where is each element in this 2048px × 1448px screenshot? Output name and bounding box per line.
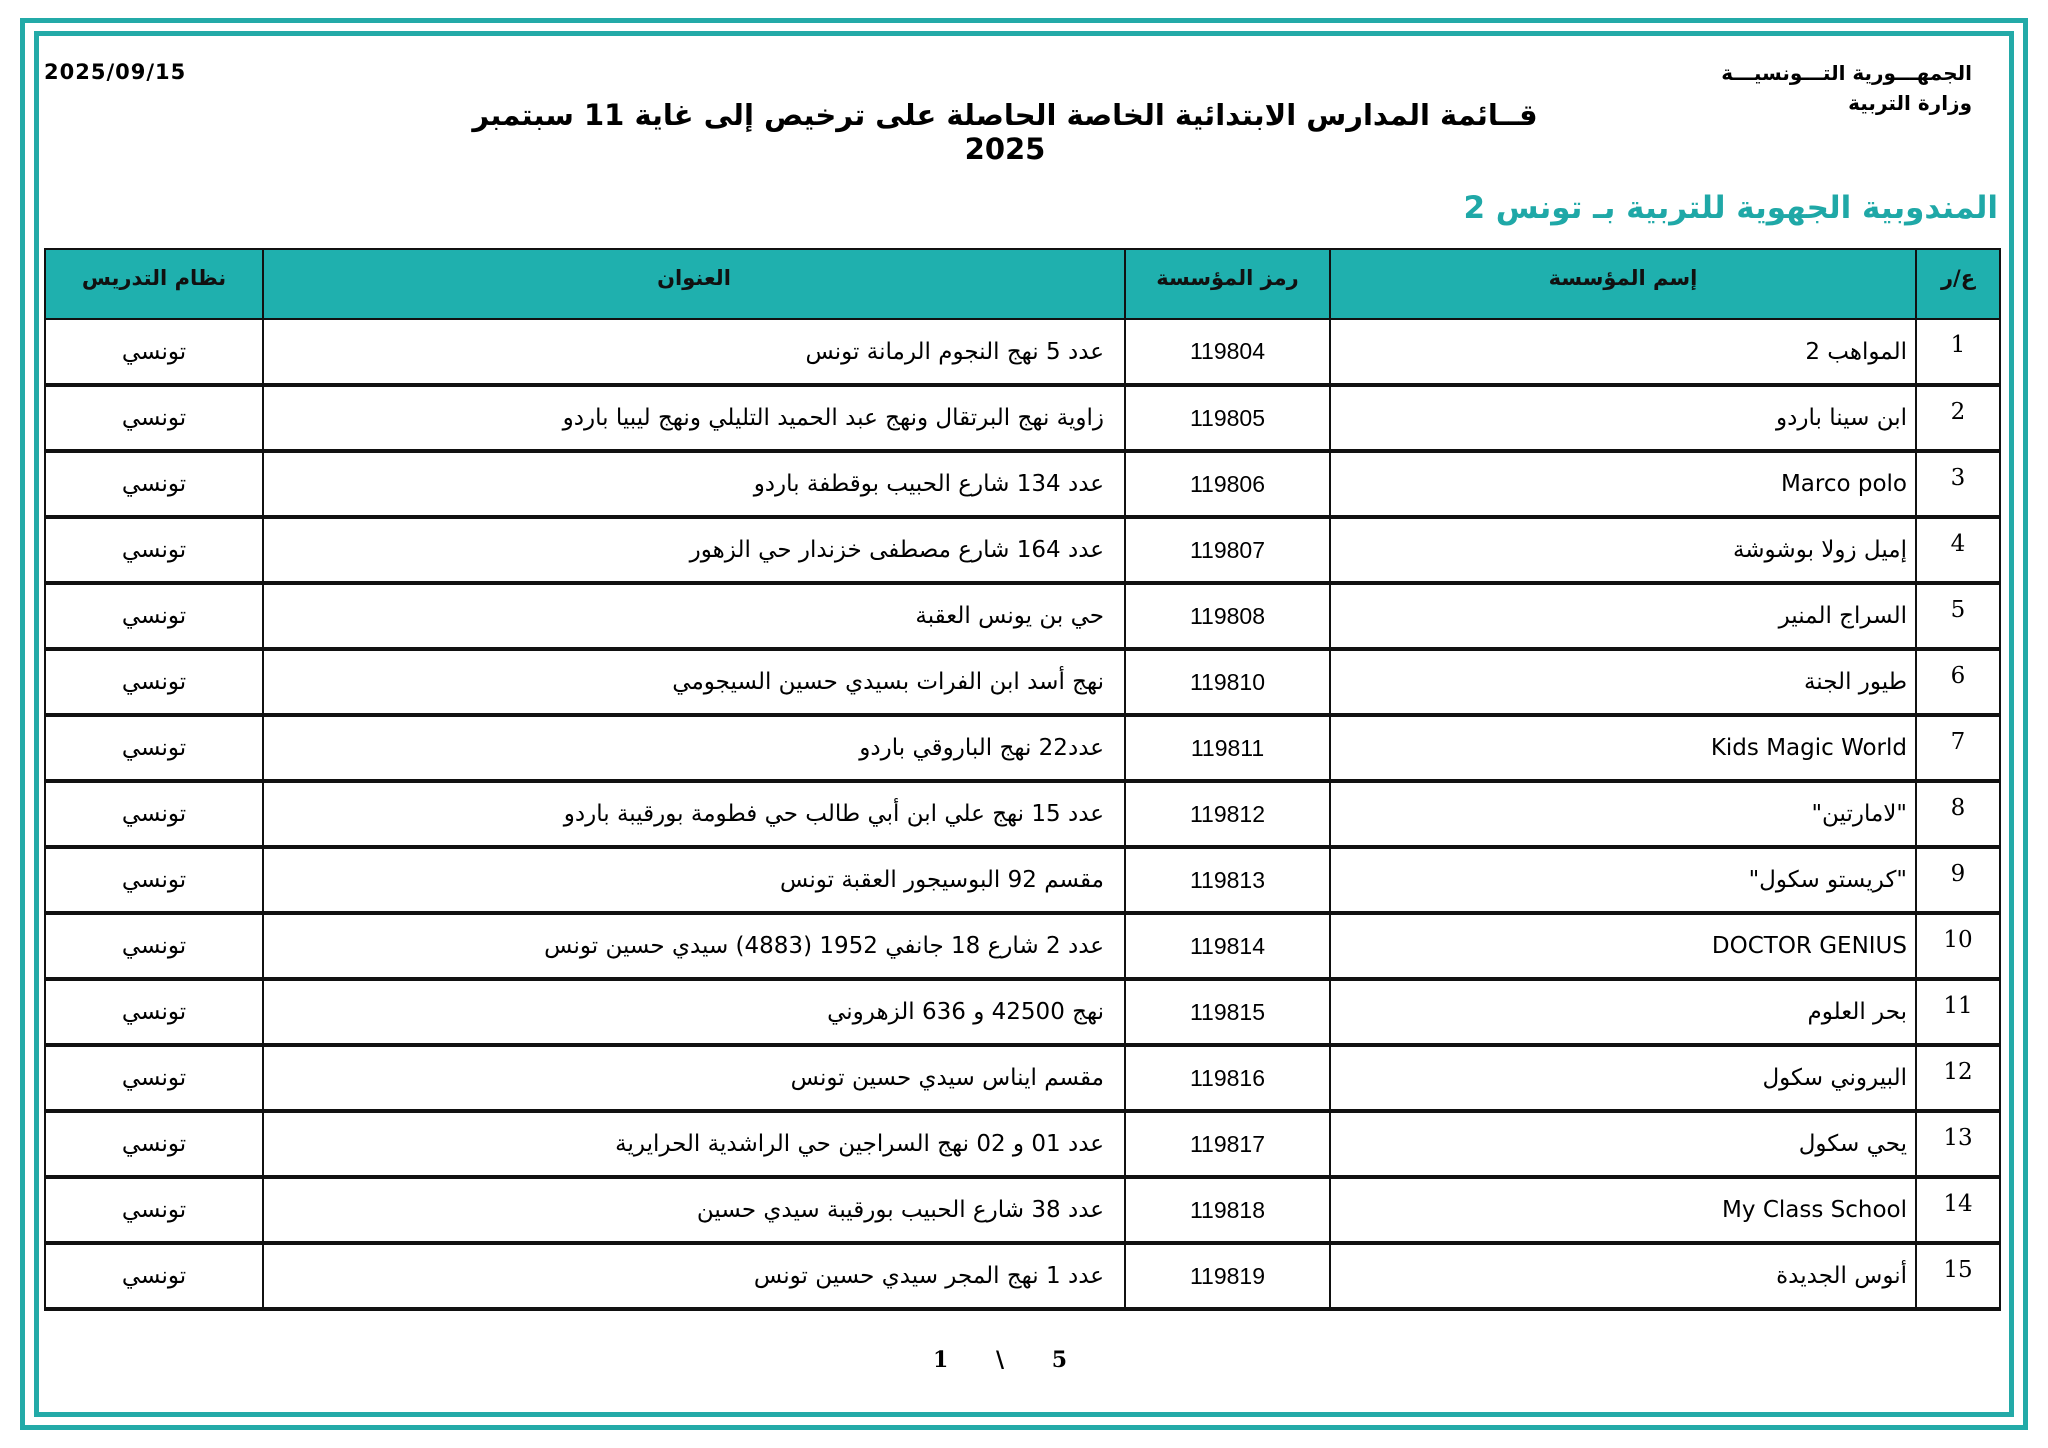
cell-num: 2: [1916, 385, 2000, 451]
cell-school-code: 119814: [1125, 913, 1330, 979]
table-row: [45, 913, 2000, 979]
table-row: [45, 319, 2000, 385]
cell-num: 6: [1916, 649, 2000, 715]
cell-address: عدد 164 شارع مصطفى خزندار حي الزهور: [263, 517, 1125, 583]
ministry-name: وزارة التربية: [1848, 91, 1972, 115]
cell-school-code: 119815: [1125, 979, 1330, 1045]
table-body: [45, 319, 2000, 1309]
cell-school-name: DOCTOR GENIUS: [1330, 913, 1916, 979]
table-row: [45, 1045, 2000, 1111]
cell-school-code: 119808: [1125, 583, 1330, 649]
cell-school-name: أنوس الجديدة: [1330, 1243, 1916, 1309]
cell-address: نهج 42500 و 636 الزهروني: [263, 979, 1125, 1045]
cell-teaching-system: تونسي: [45, 517, 263, 583]
table-row: [45, 715, 2000, 781]
total-pages: 5: [1051, 1347, 1067, 1373]
cell-school-code: 119818: [1125, 1177, 1330, 1243]
cell-num: 5: [1916, 583, 2000, 649]
cell-school-code: 119812: [1125, 781, 1330, 847]
document-title: قــائمة المدارس الابتدائية الخاصة الحاصلة على ترخيص إلى غاية 11 سبتمبر 2025: [472, 98, 1538, 166]
cell-school-name: السراج المنير: [1330, 583, 1916, 649]
cell-address: عدد 15 نهج علي ابن أبي طالب حي فطومة بورقيبة باردو: [263, 781, 1125, 847]
table-row: [45, 649, 2000, 715]
table-row: [45, 781, 2000, 847]
cell-num: 12: [1916, 1045, 2000, 1111]
cell-num: 7: [1916, 715, 2000, 781]
table-row: [45, 1243, 2000, 1309]
page-number: [900, 1347, 1100, 1373]
cell-school-name: المواهب 2: [1330, 319, 1916, 385]
region-title: المندوبية الجهوية للتربية بـ تونس 2: [1463, 190, 1998, 226]
cell-school-name: إميل زولا بوشوشة: [1330, 517, 1916, 583]
cell-school-name: بحر العلوم: [1330, 979, 1916, 1045]
cell-num: 14: [1916, 1177, 2000, 1243]
cell-teaching-system: تونسي: [45, 649, 263, 715]
cell-num: 10: [1916, 913, 2000, 979]
cell-school-code: 119817: [1125, 1111, 1330, 1177]
column-header-name: إسم المؤسسة: [1330, 249, 1916, 319]
table-row: [45, 847, 2000, 913]
cell-school-name: My Class School: [1330, 1177, 1916, 1243]
cell-school-name: Kids Magic World: [1330, 715, 1916, 781]
table-row: [45, 979, 2000, 1045]
cell-school-code: 119813: [1125, 847, 1330, 913]
table-row: [45, 1111, 2000, 1177]
cell-num: 4: [1916, 517, 2000, 583]
cell-school-code: 119819: [1125, 1243, 1330, 1309]
cell-school-code: 119804: [1125, 319, 1330, 385]
table-row: [45, 517, 2000, 583]
table-header-row: [45, 249, 2000, 319]
page-separator: \: [995, 1347, 1005, 1373]
cell-school-name: "كريستو سكول": [1330, 847, 1916, 913]
column-header-system: نظام التدريس: [45, 249, 263, 319]
cell-num: 3: [1916, 451, 2000, 517]
table-row: [45, 385, 2000, 451]
cell-teaching-system: تونسي: [45, 1111, 263, 1177]
cell-teaching-system: تونسي: [45, 979, 263, 1045]
cell-teaching-system: تونسي: [45, 385, 263, 451]
cell-teaching-system: تونسي: [45, 319, 263, 385]
cell-address: نهج أسد ابن الفرات بسيدي حسين السيجومي: [263, 649, 1125, 715]
cell-school-code: 119816: [1125, 1045, 1330, 1111]
cell-address: عدد 01 و 02 نهج السراجين حي الراشدية الحرايرية: [263, 1111, 1125, 1177]
table-row: [45, 583, 2000, 649]
cell-address: عدد 2 شارع 18 جانفي 1952 (4883) سيدي حسين تونس: [263, 913, 1125, 979]
current-page: 1: [932, 1347, 949, 1373]
cell-teaching-system: تونسي: [45, 847, 263, 913]
schools-table: [44, 248, 2001, 1311]
cell-address: عدد 1 نهج المجر سيدي حسين تونس: [263, 1243, 1125, 1309]
cell-num: 1: [1916, 319, 2000, 385]
table-row: [45, 1177, 2000, 1243]
cell-teaching-system: تونسي: [45, 715, 263, 781]
cell-school-code: 119805: [1125, 385, 1330, 451]
column-header-code: رمز المؤسسة: [1125, 249, 1330, 319]
column-header-num: ع/ر: [1916, 249, 2000, 319]
cell-num: 9: [1916, 847, 2000, 913]
cell-school-name: البيروني سكول: [1330, 1045, 1916, 1111]
cell-address: مقسم 92 البوسيجور العقبة تونس: [263, 847, 1125, 913]
cell-school-code: 119807: [1125, 517, 1330, 583]
cell-teaching-system: تونسي: [45, 1045, 263, 1111]
cell-address: مقسم ايناس سيدي حسين تونس: [263, 1045, 1125, 1111]
cell-teaching-system: تونسي: [45, 451, 263, 517]
cell-school-name: "لامارتين": [1330, 781, 1916, 847]
cell-teaching-system: تونسي: [45, 1243, 263, 1309]
cell-teaching-system: تونسي: [45, 583, 263, 649]
cell-school-code: 119811: [1125, 715, 1330, 781]
cell-school-code: 119810: [1125, 649, 1330, 715]
column-header-address: العنوان: [263, 249, 1125, 319]
cell-school-code: 119806: [1125, 451, 1330, 517]
cell-address: عدد 5 نهج النجوم الرمانة تونس: [263, 319, 1125, 385]
cell-school-name: ابن سينا باردو: [1330, 385, 1916, 451]
cell-school-name: يحي سكول: [1330, 1111, 1916, 1177]
cell-num: 13: [1916, 1111, 2000, 1177]
cell-school-name: طيور الجنة: [1330, 649, 1916, 715]
country-name: الجمهـــورية التـــونسيـــة: [1721, 61, 1972, 85]
cell-teaching-system: تونسي: [45, 781, 263, 847]
cell-num: 15: [1916, 1243, 2000, 1309]
cell-teaching-system: تونسي: [45, 1177, 263, 1243]
cell-teaching-system: تونسي: [45, 913, 263, 979]
cell-num: 8: [1916, 781, 2000, 847]
cell-address: عدد22 نهج الباروقي باردو: [263, 715, 1125, 781]
cell-school-name: Marco polo: [1330, 451, 1916, 517]
cell-address: حي بن يونس العقبة: [263, 583, 1125, 649]
document-date: 2025/09/15: [44, 60, 187, 84]
table-row: [45, 451, 2000, 517]
cell-address: عدد 134 شارع الحبيب بوقطفة باردو: [263, 451, 1125, 517]
issuer-block: [1721, 58, 1972, 118]
cell-num: 11: [1916, 979, 2000, 1045]
cell-address: زاوية نهج البرتقال ونهج عبد الحميد التليلي ونهج ليبيا باردو: [263, 385, 1125, 451]
cell-address: عدد 38 شارع الحبيب بورقيبة سيدي حسين: [263, 1177, 1125, 1243]
